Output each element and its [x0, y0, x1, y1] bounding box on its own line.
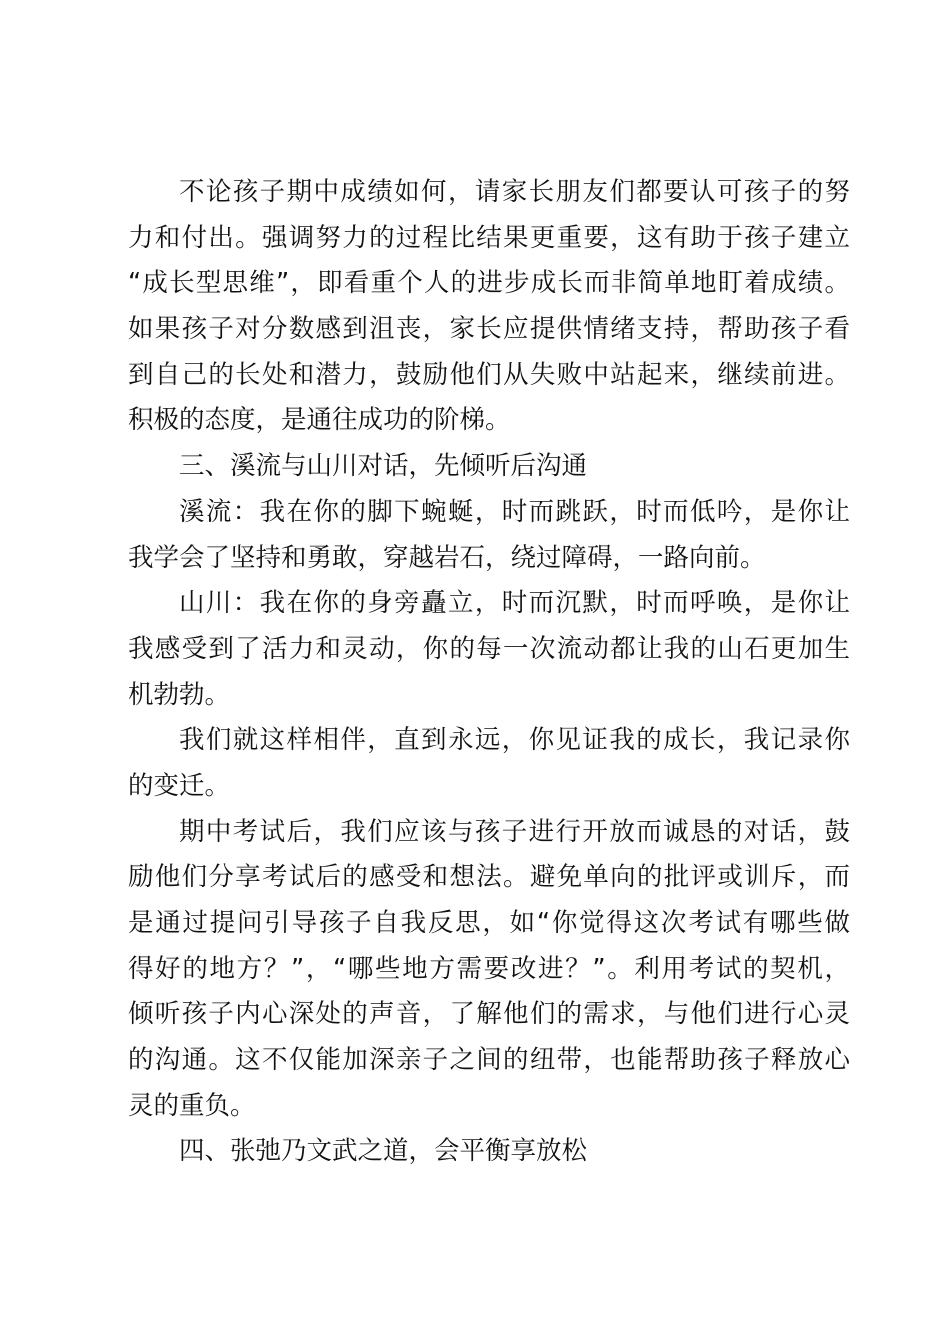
- text-line: 溪流：我在你的脚下蜿蜒，时而跳跃，时而低吟，是你让: [179, 496, 850, 527]
- text-line: 励他们分享考试后的感受和想法。避免单向的批评或训斥，而: [128, 862, 850, 893]
- text-line: 倾听孩子内心深处的声音，了解他们的需求，与他们进行心灵: [128, 999, 850, 1030]
- text-line: 我学会了坚持和勇敢，穿越岩石，绕过障碍，一路向前。: [128, 542, 766, 573]
- text-line: “成长型思维”，即看重个人的进步成长而非简单地盯着成绩。: [128, 268, 850, 299]
- text-line: 如果孩子对分数感到沮丧，家长应提供情绪支持，帮助孩子看: [128, 314, 850, 345]
- text-line: 不论孩子期中成绩如何，请家长朋友们都要认可孩子的努: [179, 177, 850, 207]
- text-line: 我感受到了活力和灵动，你的每一次流动都让我的山石更加生: [128, 633, 850, 664]
- text-line: 的变迁。: [128, 770, 231, 801]
- paragraph-effort: [128, 170, 850, 444]
- paragraph-stream: [128, 490, 850, 581]
- section-heading-3: 三、溪流与山川对话，先倾听后沟通: [179, 451, 588, 482]
- text-line: 得好的地方？”，“哪些地方需要改进？”。利用考试的契机，: [128, 953, 850, 984]
- paragraph-companion: [128, 718, 850, 809]
- text-line: 积极的态度，是通往成功的阶梯。: [128, 405, 511, 436]
- text-line: 是通过提问引导孩子自我反思，如“你觉得这次考试有哪些做: [128, 908, 850, 938]
- text-line: 山川：我在你的身旁矗立，时而沉默，时而呼唤，是你让: [179, 588, 850, 619]
- text-line: 期中考试后，我们应该与孩子进行开放而诚恳的对话，鼓: [179, 816, 850, 847]
- text-line: 力和付出。强调努力的过程比结果更重要，这有助于孩子建立: [128, 222, 850, 253]
- paragraph-mountain: [128, 581, 850, 718]
- text-line: 到自己的长处和潜力，鼓励他们从失败中站起来，继续前进。: [128, 359, 850, 390]
- text-line: 的沟通。这不仅能加深亲子之间的纽带，也能帮助孩子释放心: [128, 1045, 850, 1076]
- text-line: 机勃勃。: [128, 679, 231, 710]
- paragraph-dialogue: [128, 810, 850, 1130]
- text-line: 灵的重负。: [128, 1090, 256, 1121]
- text-line: 我们就这样相伴，直到永远，你见证我的成长，我记录你: [179, 725, 850, 756]
- document-page: [128, 170, 850, 1175]
- section-heading-4: 四、张弛乃文武之道，会平衡享放松: [179, 1136, 588, 1167]
